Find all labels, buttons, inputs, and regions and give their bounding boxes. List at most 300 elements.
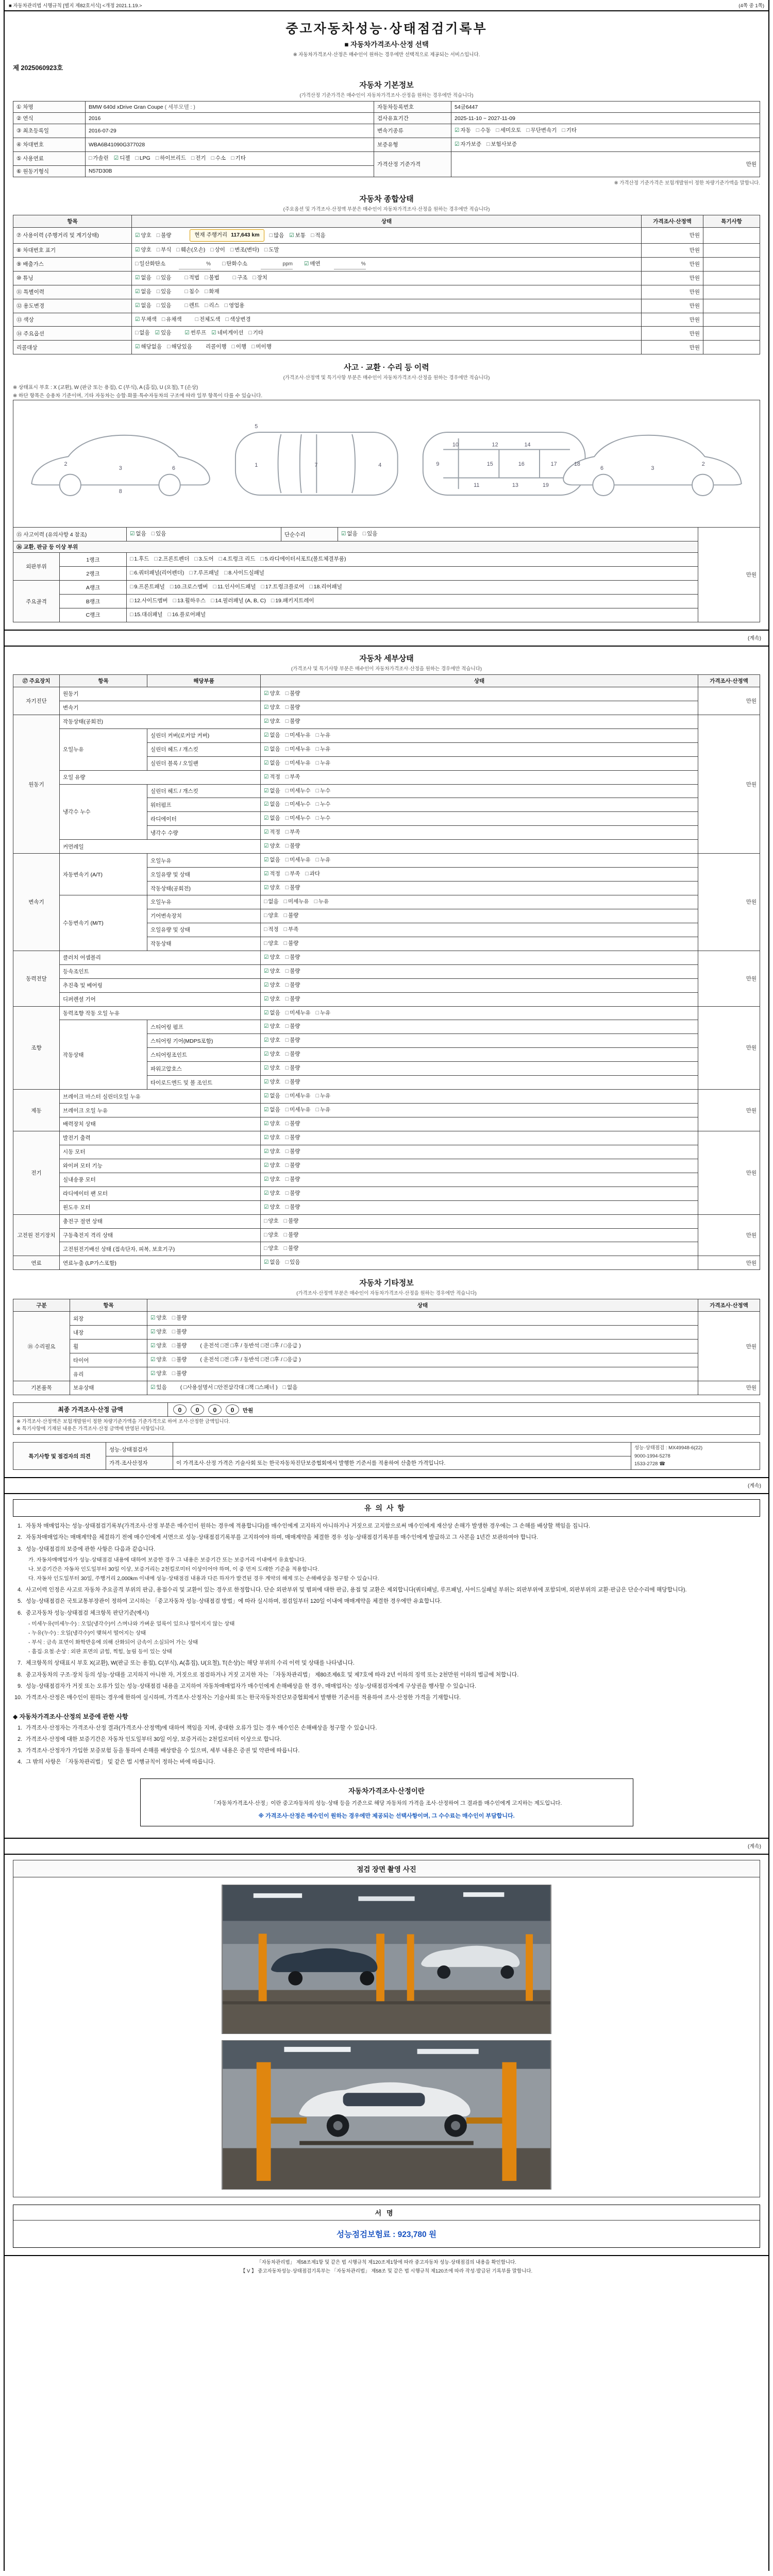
checkbox-box-icon: ☑	[264, 1121, 269, 1127]
checkbox-box-icon: □	[496, 127, 499, 133]
rank-label: 1랭크	[60, 553, 127, 567]
checkbox-unchecked: □ 영업용	[224, 302, 245, 309]
checkbox-box-icon: □	[260, 556, 264, 563]
table-row	[13, 285, 760, 299]
simple-repair-label: 단순수리	[281, 528, 338, 541]
checkbox-unchecked: □ 있음	[151, 531, 166, 537]
table-row	[13, 1214, 760, 1228]
checkbox-box-icon: □	[314, 899, 317, 905]
checkbox-checked: ☑ 양호	[264, 954, 280, 960]
notice-text: 성능·상태점검자가 거짓 또는 오류가 있는 성능·상태점검 내용을 고지하여 자동차매매업자가 매수인에게 손해배상을 한 경우, 매매업자는 성능·상태점검자에게 구상권을 행사할 수 있습니다.	[26, 1683, 476, 1689]
notice-subitem: - 누유(누수) : 오일(냉각수)이 맺혀서 떨어지는 상태	[28, 1631, 146, 1637]
checkbox-box-icon: □	[315, 1107, 319, 1113]
remark-cell	[703, 299, 760, 313]
table-row	[13, 992, 760, 1006]
car-outline-views	[18, 402, 755, 525]
checkbox-unchecked: □ 12.사이드멤버	[130, 598, 168, 604]
checkbox-unchecked: □ 미세누유	[283, 899, 309, 905]
price-cell: 만원	[642, 285, 703, 299]
checkbox-box-icon: □	[184, 274, 188, 281]
checkbox-box-icon: □	[161, 316, 165, 323]
checkbox-group	[135, 316, 187, 323]
remarks-table	[13, 1442, 760, 1470]
row-state	[261, 1242, 698, 1256]
row-state	[261, 756, 698, 770]
section-note: (가격조사·산정액 및 특기사항 부분은 매수인이 자동차가격조사·산정을 원하는 경우에만 적습니다)	[283, 375, 490, 381]
row-state	[147, 1312, 698, 1326]
price-cell: 만원	[698, 1256, 760, 1270]
transmission-label: 변속기종류	[374, 124, 451, 138]
part-label: 라디에이터	[147, 812, 261, 826]
checkbox-box-icon: □	[264, 899, 267, 905]
checkbox-box-icon: □	[285, 745, 289, 752]
checkbox-box-icon: □	[135, 330, 139, 336]
checkbox-checked: ☑ 없음	[264, 759, 280, 766]
checkbox-box-icon: □	[195, 316, 198, 323]
table-row	[13, 313, 760, 327]
checkbox-box-icon: □	[285, 968, 289, 974]
checkbox-group	[195, 316, 256, 323]
row-state	[132, 285, 642, 299]
svg-text:2: 2	[64, 461, 68, 468]
checkbox-box-icon: □	[285, 857, 289, 863]
section-title: 자동차 기타정보	[359, 1279, 414, 1288]
table-row	[13, 1402, 760, 1416]
checkbox-checked: ☑ 적정	[264, 829, 280, 836]
checkbox-box-icon: □	[264, 1217, 267, 1224]
row-state	[261, 770, 698, 784]
checkbox-box-icon: ☑	[264, 759, 269, 766]
notice-text: 가격조사·산정자가 가입한 보증보험 등을 통하여 손해를 배상받을 수 있으며, 세부 내용은 증권 및 약관에 따릅니다.	[26, 1748, 300, 1754]
checkbox-checked: ☑ 양호	[264, 1176, 280, 1182]
table-row	[13, 113, 760, 124]
checkbox-box-icon: ☑	[264, 871, 269, 877]
item-label: 수동변속기 (M/T)	[60, 895, 147, 951]
checkbox-unchecked: □ 불량	[285, 1037, 300, 1044]
row-state	[261, 1062, 698, 1076]
item-label: 클러치 어셈블리	[60, 951, 261, 964]
section-comprehensive	[13, 193, 760, 355]
item-label: 동력조향 작동 오일 누유	[60, 1006, 261, 1020]
measure-units	[334, 261, 372, 267]
checkbox-unchecked: □ 불량	[283, 940, 299, 946]
item-label: 등속조인트	[60, 964, 261, 978]
row-label: ⑭ 주요옵션	[13, 327, 132, 341]
checkbox-box-icon: □	[230, 246, 234, 253]
checkbox-box-icon: □	[172, 1343, 176, 1349]
fuel-label: ⑤ 사용연료	[13, 151, 86, 165]
checkbox-checked: ☑ 매연	[304, 260, 321, 267]
checkbox-group	[232, 344, 277, 350]
badge-value: 117,643 km	[231, 231, 260, 238]
title-block	[13, 19, 760, 58]
row-state	[147, 1340, 698, 1353]
checkbox-box-icon: □	[562, 127, 565, 133]
row-state	[261, 784, 698, 798]
notice-item	[13, 1545, 760, 1554]
row-label: ⑩ 튜닝	[13, 271, 132, 285]
table-header-row	[13, 1299, 760, 1312]
checkbox-checked: ☑ 없음	[135, 302, 152, 309]
checkbox-unchecked: □ 불량	[172, 1357, 187, 1363]
checkbox-unchecked: □ 전체도색	[195, 316, 221, 323]
row-state	[261, 854, 698, 868]
checkbox-box-icon: □	[285, 995, 289, 1002]
row-state	[261, 1256, 698, 1270]
checkbox-box-icon: □	[264, 940, 267, 946]
etc-group: 기본품목	[13, 1381, 70, 1395]
guarantee-list	[13, 1724, 760, 1767]
checkbox-box-icon: □	[285, 1162, 289, 1168]
row-label: ⑨ 배출가스	[13, 257, 132, 271]
checkbox-checked: ☑ 양호	[264, 1051, 280, 1058]
price-cell: 만원	[698, 1131, 760, 1214]
part-label: 실린더 블록 / 오일팬	[147, 756, 261, 770]
inspection-photo-1[interactable]	[222, 1885, 551, 2034]
unit-field: %	[334, 259, 366, 269]
checkbox-box-icon: □	[285, 1134, 289, 1141]
checkbox-checked: ☑ 있음	[155, 330, 172, 336]
notice-item	[13, 1533, 760, 1542]
row-state	[261, 951, 698, 964]
notice-text: 가격조사·산정에 대한 보증기간은 자동차 인도일부터 30일 이상, 보증거리는 2천킬로미터 이상으로 합니다.	[26, 1736, 281, 1742]
checkbox-checked: ☑ 없음	[264, 801, 280, 808]
info-box-highlight: ※ 가격조사·산정은 매수인이 원하는 경우에만 제공되는 선택사항이며, 그 수수료는 매수인이 부담합니다.	[258, 1813, 515, 1820]
item-label: 윈도우 모터	[60, 1200, 261, 1214]
final-price-unit: 만원	[242, 1407, 254, 1414]
form-reference: ■ 자동차관리법 시행규칙 [별지 제82호서식] <개정 2021.1.19.>	[9, 3, 142, 9]
table-row	[13, 138, 760, 151]
row-state	[261, 687, 698, 701]
checkbox-box-icon: □	[285, 1190, 289, 1196]
checkbox-box-icon: □	[156, 274, 160, 281]
table-row	[13, 528, 760, 541]
rank-items	[127, 608, 698, 622]
inspection-photo-2[interactable]	[222, 2040, 551, 2190]
checkbox-box-icon: □	[285, 1051, 289, 1058]
header-state: 상태	[261, 674, 698, 687]
checkbox-checked: ☑ 양호	[150, 1343, 167, 1349]
checkbox-unchecked: □ 1.후드	[130, 556, 149, 563]
checkbox-box-icon: ☑	[264, 704, 269, 710]
checkbox-box-icon: □	[285, 1204, 289, 1210]
side-info-line: 성능·상태점검 : MX49948-6(22)	[634, 1445, 703, 1451]
checkbox-checked: ☑ 양호	[264, 718, 280, 724]
section-etc	[13, 1277, 760, 1395]
checkbox-box-icon: ☑	[264, 787, 269, 794]
table-row	[13, 1256, 760, 1270]
table-row	[13, 770, 760, 784]
device-group: 전기	[13, 1131, 60, 1214]
notice-item	[13, 1597, 760, 1606]
checkbox-unchecked: □ 불량	[283, 912, 299, 919]
notice-subitem: - 미세누유(미세누수) : 오일(냉각수)이 스며나와 가벼운 얼룩이 있으나 떨어지지 않는 상태	[28, 1621, 235, 1627]
warranty-type-label: 보증유형	[374, 138, 451, 151]
item-label: 발전기 출력	[60, 1131, 261, 1145]
checkbox-checked: ☑ 양호	[264, 968, 280, 974]
price-digit: 0	[226, 1404, 239, 1415]
checkbox-box-icon: □	[130, 570, 133, 577]
notice-number: 4.	[17, 1759, 22, 1766]
notice-subitem: - 흠집·요철·손상 : 외판 표면의 긁힘, 찍힘, 눌림 등이 있는 상태	[28, 1649, 172, 1655]
checkbox-group	[184, 275, 224, 281]
notice-number: 6.	[17, 1609, 22, 1616]
checkbox-box-icon: □	[285, 1093, 289, 1099]
checkbox-unchecked: □ 불량	[285, 1121, 300, 1127]
signature-label: 서명	[13, 2205, 760, 2221]
checkbox-checked: ☑ 양호	[135, 232, 152, 239]
row-state	[261, 992, 698, 1006]
svg-text:14: 14	[524, 442, 531, 448]
checkbox-unchecked: □ 부식	[156, 246, 172, 253]
checkbox-box-icon: □	[264, 1231, 267, 1238]
checkbox-box-icon: ☑	[184, 330, 190, 336]
header-item: 항목	[60, 674, 147, 687]
checkbox-group	[135, 247, 284, 253]
continued-marker: (계속)	[748, 1844, 761, 1850]
checkbox-unchecked: □ 이행	[231, 344, 247, 350]
checkbox-unchecked: □ 누유	[315, 745, 331, 752]
checkbox-box-icon: □	[283, 1231, 287, 1238]
checkbox-checked: ☑ 양호	[264, 995, 280, 1002]
checkbox-box-icon: □	[285, 1065, 289, 1072]
item-label: 구동축전지 격리 상태	[60, 1228, 261, 1242]
row-state	[261, 1006, 698, 1020]
checkbox-unchecked: □ 유채색	[161, 316, 182, 323]
checkbox-unchecked: □ 있음	[156, 288, 172, 295]
checkbox-unchecked: □ 불량	[285, 690, 300, 697]
checkbox-box-icon: □	[264, 246, 268, 253]
checkbox-box-icon: ☑	[264, 773, 269, 780]
section-detail	[13, 653, 760, 1270]
checkbox-unchecked: □ 수동	[476, 127, 491, 133]
row-state	[132, 341, 642, 354]
checkbox-unchecked: □ 불량	[285, 1023, 300, 1030]
checkbox-box-icon: □	[283, 1245, 287, 1252]
header-price: 가격조사·산정액	[698, 1299, 760, 1312]
checkbox-checked: ☑ 양호	[264, 1037, 280, 1044]
checkbox-box-icon: □	[486, 141, 490, 147]
part-label: 작동상태(공회전)	[147, 882, 261, 895]
price-cell: 만원	[698, 528, 760, 622]
remarks-title: 특기사항 및 점검자의 의견	[13, 1443, 106, 1470]
notice-text: 중고자동차 성능·상태점검 체크항목 판단기준(예시)	[26, 1609, 149, 1616]
checkbox-unchecked: □ 17.트렁크플로어	[261, 584, 305, 590]
checkbox-box-icon: □	[135, 155, 139, 161]
checkbox-unchecked: □ 많음	[269, 232, 284, 239]
section-title: 자동차 종합상태	[359, 194, 414, 204]
row-state	[132, 327, 642, 341]
checkbox-box-icon: ☑	[289, 232, 294, 239]
checkbox-box-icon: ☑	[264, 1009, 269, 1016]
device-group: 고전원 전기장치	[13, 1214, 60, 1256]
checkbox-box-icon: □	[283, 912, 287, 919]
checkbox-unchecked: □ 미세누유	[285, 857, 311, 863]
row-state	[132, 271, 642, 285]
checkbox-unchecked: □ 불량	[172, 1329, 187, 1335]
engine-type-value: N57D30B	[86, 165, 374, 177]
price-digit: 0	[208, 1404, 222, 1415]
checkbox-unchecked: □ 미세누유	[285, 759, 311, 766]
notice-text: 가격조사·산정자는 가격조사·산정 결과(가격조사·산정액)에 대하여 책임을 지며, 중대한 오류가 있는 경우 매수인은 손해배상을 청구할 수 있습니다.	[26, 1724, 377, 1731]
price-cell: 만원	[642, 327, 703, 341]
checkbox-box-icon: □	[285, 871, 289, 877]
item-label: 브레이크 오일 누유	[60, 1104, 261, 1117]
final-price-digits	[171, 1408, 241, 1414]
checkbox-box-icon: □	[305, 871, 309, 877]
checkbox-unchecked: □ 누유	[315, 1107, 331, 1113]
checkbox-box-icon: □	[172, 1370, 176, 1377]
checkbox-unchecked: □ 미세누유	[285, 732, 311, 738]
notice-subitem: 가. 자동차매매업자가 성능·상태점검 내용에 대하여 보증한 경우 그 내용은 보증기간 또는 보증거리 이내에서 유효합니다.	[28, 1557, 306, 1563]
checkbox-box-icon: □	[315, 787, 319, 794]
table-row	[13, 124, 760, 138]
header-item: 항목	[13, 215, 132, 227]
notice-item	[13, 1735, 760, 1744]
checkbox-checked: ☑ 양호	[264, 1190, 280, 1196]
remark-cell	[703, 227, 760, 243]
checkbox-group	[150, 1370, 192, 1377]
checkbox-box-icon: □	[130, 556, 133, 563]
checkbox-box-icon: ☑	[264, 1176, 269, 1182]
checkbox-box-icon: ☑	[264, 1204, 269, 1210]
checkbox-box-icon: □	[225, 316, 229, 323]
checkbox-unchecked: □ 화재	[205, 288, 220, 295]
car-damage-diagram	[13, 400, 760, 527]
row-state	[261, 1020, 698, 1034]
table-row	[13, 271, 760, 285]
checkbox-unchecked: □ 불량	[285, 954, 300, 960]
checkbox-unchecked: □ 16.플로어패널	[167, 612, 206, 618]
etc-group: ⑱ 수리필요	[13, 1312, 70, 1381]
price-cell: 만원	[642, 243, 703, 257]
inline-text: ( 운전석 □전 □후 / 동반석 □전 □후 / □응급 )	[200, 1343, 301, 1349]
svg-text:16: 16	[518, 461, 525, 468]
notice-text: 중고자동차의 구조·장치 등의 성능·상태를 고지하지 아니한 자, 거짓으로 점검하거나 거짓 고지한 자는 「자동차관리법」 제80조제6호 및 제7호에 따라 2년 이하의 징역 또는 2천만원 이하의 벌금에 처합니다.	[26, 1671, 519, 1678]
table-row	[13, 1020, 760, 1034]
checkbox-box-icon: □	[283, 926, 287, 933]
garage-photo-illustration	[222, 1885, 551, 2033]
header-part: 해당부품	[147, 674, 261, 687]
checkbox-group	[150, 1384, 172, 1391]
checkbox-unchecked: □ 미세누유	[285, 1093, 311, 1099]
row-state	[261, 1145, 698, 1159]
checkbox-box-icon: ☑	[150, 1384, 156, 1391]
checkbox-group	[283, 1384, 303, 1391]
reg-no-label: 자동차등록번호	[374, 101, 451, 113]
checkbox-unchecked: □ 양호	[264, 940, 279, 946]
table-row	[13, 1242, 760, 1256]
price-cell: 만원	[698, 1090, 760, 1131]
car-name-label: ① 차명	[13, 101, 86, 113]
checkbox-box-icon: □	[154, 556, 158, 563]
checkbox-box-icon: □	[167, 344, 171, 350]
checkbox-box-icon: □	[285, 1259, 289, 1266]
checkbox-box-icon: □	[231, 344, 235, 350]
checkbox-unchecked: □ 10.크로스멤버	[170, 584, 208, 590]
checkbox-box-icon: □	[269, 232, 273, 239]
notice-text: 체크항목의 상태표시 부호 X(교환), W(판금 또는 용접), C(부식), A(흠집), U(요철), T(손상)는 해당 부위의 수리 이력 및 상태를 나타냅니다.	[26, 1660, 355, 1667]
checkbox-box-icon: □	[285, 1079, 289, 1086]
checkbox-checked: ☑ 적정	[264, 773, 280, 780]
checkbox-unchecked: □ 수소	[211, 155, 226, 161]
lift-photo-illustration	[222, 2041, 551, 2189]
panel-group: 외판부위	[13, 553, 60, 581]
row-state	[261, 1187, 698, 1200]
price-appraisal-info-box	[140, 1778, 633, 1827]
header-remark: 특기사항	[703, 215, 760, 227]
row-state	[261, 909, 698, 923]
section-title: 자동차 기본정보	[359, 81, 414, 90]
checkbox-box-icon: □	[264, 926, 267, 933]
checkbox-box-icon: ☑	[135, 274, 140, 281]
checkbox-box-icon: ☑	[264, 885, 269, 891]
year-label: ② 연식	[13, 113, 86, 124]
checkbox-box-icon: ☑	[264, 1051, 269, 1058]
checkbox-box-icon: □	[205, 288, 208, 295]
checkbox-box-icon: □	[222, 260, 226, 267]
document-number: 제 2025060923호	[13, 64, 63, 72]
item-label: 연료누출 (LP가스포함)	[60, 1256, 261, 1270]
accident-table	[13, 527, 760, 622]
checkbox-group	[184, 330, 268, 336]
table-row	[13, 1145, 760, 1159]
row-state	[261, 1131, 698, 1145]
remark-cell	[703, 313, 760, 327]
checkbox-checked: ☑ 없음	[130, 531, 146, 537]
price-cell: 만원	[698, 1006, 760, 1090]
checkbox-unchecked: □ 부족	[285, 773, 300, 780]
checkbox-unchecked: □ 누수	[315, 815, 331, 822]
checkbox-box-icon: □	[310, 232, 314, 239]
checkbox-checked: ☑ 자가보증	[455, 141, 481, 147]
checkbox-unchecked: □ 누유	[315, 857, 331, 863]
checkbox-unchecked: □ 불량	[283, 1245, 299, 1252]
checkbox-unchecked: □ 미세누수	[285, 815, 311, 822]
checkbox-unchecked: □ 탄화수소	[222, 260, 247, 267]
checkbox-box-icon: ☑	[135, 316, 140, 323]
price-cell: 만원	[698, 1381, 760, 1395]
row-state	[261, 798, 698, 812]
final-price-notes: ※ 가격조사·산정액은 보험개발원이 정한 차량기준가액을 기준가격으로 하여 조사·산정한 금액입니다. ※ 특기사항에 기재된 내용은 가격조사·산정 금액에 반영된 사항입니다.	[13, 1416, 760, 1435]
checkbox-box-icon: □	[285, 1107, 289, 1113]
svg-text:17: 17	[550, 461, 557, 468]
checkbox-box-icon: ☑	[113, 155, 119, 161]
checkbox-box-icon: □	[285, 1009, 289, 1016]
simple-repair-state	[338, 528, 698, 541]
checkbox-unchecked: □ 침수	[184, 288, 199, 295]
checkbox-box-icon: ☑	[264, 1162, 269, 1168]
item-label: 변속기	[60, 701, 261, 715]
checkbox-box-icon: ☑	[150, 1343, 156, 1349]
item-label: 자동변속기 (A/T)	[60, 854, 147, 895]
checkbox-unchecked: □ 14.필러패널 (A, B, C)	[211, 598, 266, 604]
table-row	[13, 1131, 760, 1145]
page-number: (4쪽 중 1쪽)	[738, 3, 764, 9]
part-label: 기어변속장치	[147, 909, 261, 923]
checkbox-unchecked: □ 무단변속기	[526, 127, 557, 133]
side-info-line: 1533-2728 ☎	[634, 1461, 665, 1467]
row-state	[132, 313, 642, 327]
checkbox-checked: ☑ 양호	[150, 1370, 167, 1377]
checkbox-unchecked: □ 가솔린	[89, 155, 109, 161]
unit-field: ppm	[261, 259, 293, 269]
device-group: 제동	[13, 1090, 60, 1131]
checkbox-box-icon: □	[285, 843, 289, 850]
checkbox-checked: ☑ 적정	[264, 871, 280, 877]
checkbox-unchecked: □ LPG	[135, 155, 150, 161]
checkbox-checked: ☑ 양호	[264, 1023, 280, 1030]
